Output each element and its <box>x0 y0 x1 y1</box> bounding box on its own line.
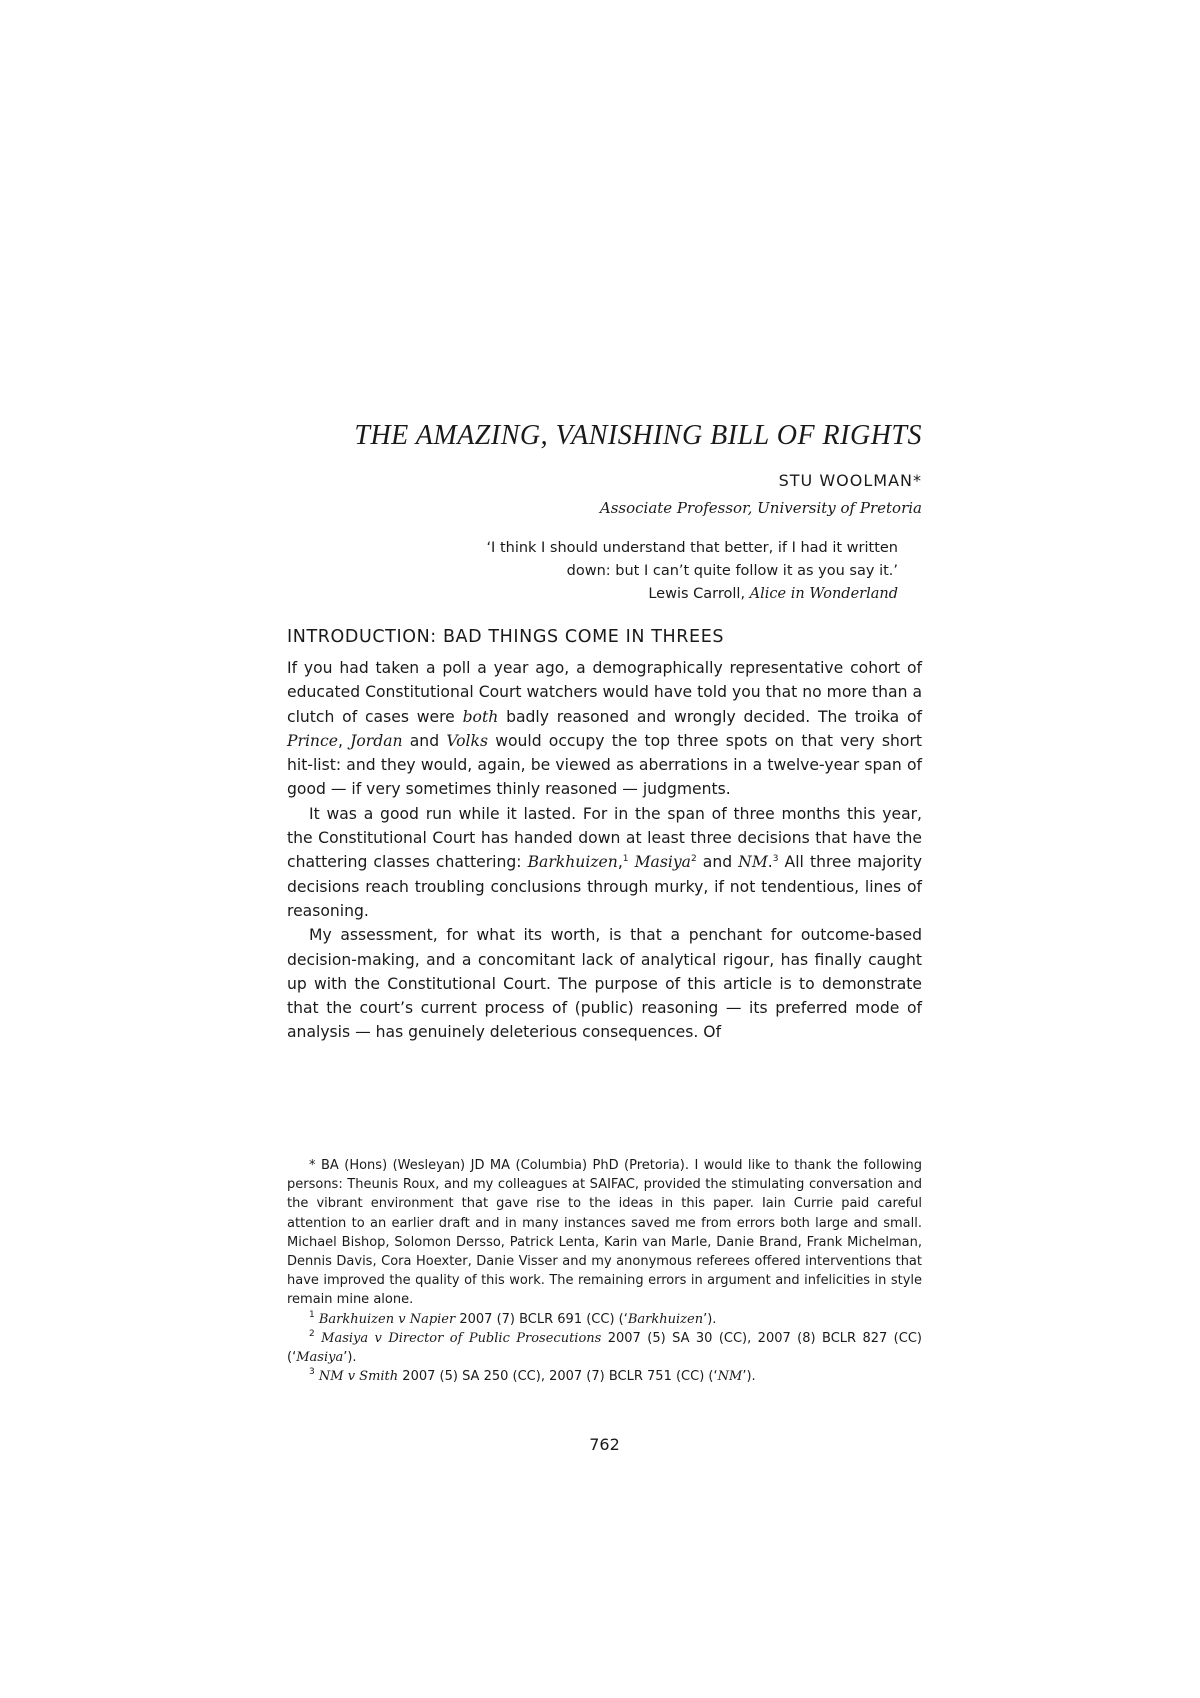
text-run: badly reasoned and wrongly decided. The troika of <box>498 707 923 726</box>
case-name: Volks <box>446 731 488 750</box>
text-run: If you had taken a poll a year ago, a demographically representative cohort of educated Constitutional Court watchers would have told you that no more than a clutch of cases were <box>287 659 922 726</box>
footnote-author: * BA (Hons) (Wesleyan) JD MA (Columbia) PhD (Pretoria). I would like to thank the following persons: Theunis Roux, and my colleagues at SAIFAC, provided the stimulating conversation and the vibrant environment that gave rise to the ideas in this paper. Iain Currie paid careful attention to an earlier draft and in many instances saved me from errors both large and small. Michael Bishop, Solomon Dersso, Patrick Lenta, Karin van Marle, Danie Brand, Frank Michelman, Dennis Davis, Cora Hoexter, Danie Visser and my anonymous referees offered interventions that have improved the quality of this work. The remaining errors in argument and infelicities in style remain mine alone. <box>287 1158 922 1308</box>
epigraph-source-title: Alice in Wonderland <box>749 586 898 602</box>
author-name: STU WOOLMAN* <box>778 471 922 490</box>
case-name: NM <box>738 853 768 872</box>
citation: ’). <box>742 1369 756 1385</box>
body-text <box>287 656 922 1045</box>
case-name: Barkhuizen v Napier <box>318 1311 456 1327</box>
epigraph-source <box>420 583 898 606</box>
text-run: and <box>402 731 447 750</box>
footnote-ref[interactable]: 3 <box>772 854 779 865</box>
citation: ’). <box>703 1311 717 1327</box>
citation: 2007 (5) SA 30 (CC), 2007 (8) BCLR 827 (CC) (‘ <box>287 1330 922 1366</box>
case-short-name: Barkhuizen <box>627 1311 704 1327</box>
case-short-name: Masiya <box>296 1350 344 1366</box>
epigraph <box>420 537 898 606</box>
case-name: Jordan <box>350 731 403 750</box>
footnote-number: 1 <box>309 1309 315 1320</box>
paragraph <box>287 656 922 802</box>
case-name: Barkhuizen <box>527 853 618 872</box>
footnote-ref[interactable]: 1 <box>622 854 629 865</box>
footnote <box>287 1329 922 1367</box>
epigraph-line: ‘I think I should understand that better, if I had it written <box>486 540 898 556</box>
footnote-number: 3 <box>309 1367 315 1378</box>
paragraph: My assessment, for what its worth, is that a penchant for outcome-based decision-making, and a concomitant lack of analytical rigour, has finally caught up with the Constitutional Court. The purpose of this article is to demonstrate that the court’s current process of (public) reasoning — its preferred mode of analysis — has genuinely deleterious consequences. Of <box>287 926 922 1042</box>
citation: ’). <box>343 1350 357 1366</box>
paragraph <box>287 802 922 923</box>
text-run: would occupy the top three spots on that very short hit-list: and they would, again, be viewed as aberrations in a twelve-year span of good — if very sometimes thinly reasoned — judgments. <box>287 731 922 799</box>
epigraph-line: down: but I can’t quite follow it as you say it.’ <box>566 563 898 579</box>
page-number: 762 <box>589 1435 620 1454</box>
section-heading: INTRODUCTION: BAD THINGS COME IN THREES <box>287 627 725 647</box>
text-run: . <box>767 853 773 872</box>
footnote-ref[interactable]: 2 <box>690 854 697 865</box>
footnote <box>287 1367 922 1386</box>
citation: 2007 (7) BCLR 691 (CC) (‘ <box>455 1311 628 1327</box>
author-affiliation: Associate Professor, University of Pretoria <box>599 499 922 517</box>
text-run: All three majority decisions reach troubling conclusions through murky, if not tendentious, lines of reasoning. <box>287 853 922 920</box>
text-run: , <box>337 731 351 750</box>
text-run: It was a good run while it lasted. For in the span of three months this year, the Constitutional Court has handed down at least three decisions that have the chattering classes chattering: <box>287 804 922 872</box>
case-name: Masiya v Director of Public Prosecutions <box>321 1330 602 1346</box>
footnotes <box>287 1156 922 1386</box>
citation: 2007 (5) SA 250 (CC), 2007 (7) BCLR 751 (CC) (‘ <box>398 1369 718 1385</box>
footnote-number: 2 <box>309 1328 315 1339</box>
article-title: THE AMAZING, VANISHING BILL OF RIGHTS <box>354 420 922 451</box>
emphasis: both <box>462 707 499 726</box>
case-name: Prince <box>287 731 338 750</box>
text-run: and <box>696 853 739 872</box>
epigraph-source-author: Lewis Carroll, <box>648 586 750 602</box>
footnote <box>287 1310 922 1329</box>
case-name: NM v Smith <box>318 1369 399 1385</box>
case-short-name: NM <box>717 1369 743 1385</box>
case-name: Masiya <box>634 853 691 872</box>
text-run: , <box>617 853 623 872</box>
